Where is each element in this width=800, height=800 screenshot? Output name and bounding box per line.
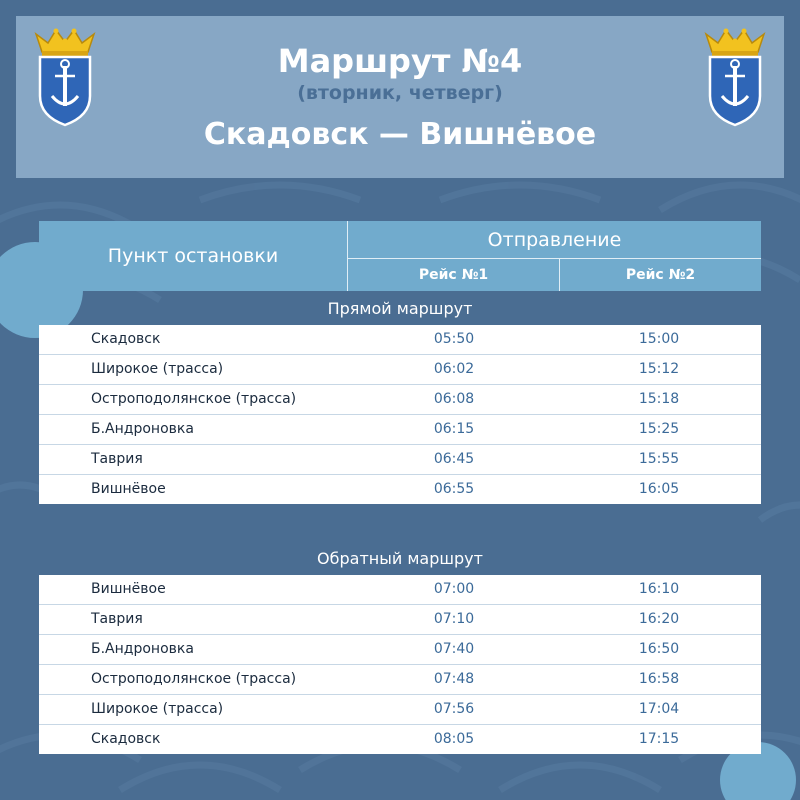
forward-rows (39, 325, 761, 504)
trip-2-time: 15:55 (638, 451, 680, 467)
table-row (39, 695, 761, 725)
backward-rows (39, 575, 761, 754)
stop-name: Скадовск (91, 331, 161, 347)
stop-name: Остроподолянское (трасса) (91, 671, 297, 687)
trip-1-time: 07:00 (433, 581, 475, 597)
stop-name: Скадовск (91, 731, 161, 747)
trip-2-time: 17:15 (638, 731, 680, 747)
section-title-forward: Прямой маршрут (327, 298, 473, 318)
trip-2-time: 16:05 (638, 481, 680, 497)
trip-1-time: 07:10 (433, 611, 475, 627)
trip-2-time: 15:00 (638, 331, 680, 347)
route-name: Скадовск — Вишнёвое (203, 117, 597, 152)
table-row (39, 415, 761, 445)
trip-2-time: 15:25 (638, 421, 680, 437)
table-row (39, 665, 761, 695)
stop-name: Б.Андроновка (91, 421, 194, 437)
table-header (39, 221, 761, 291)
trip-1-time: 07:40 (433, 641, 475, 657)
trip-2-time: 16:10 (638, 581, 680, 597)
column-header-trip-2: Рейс №2 (625, 267, 696, 283)
stop-name: Вишнёвое (91, 481, 166, 497)
trip-1-time: 06:15 (433, 421, 475, 437)
table-row (39, 635, 761, 665)
trip-2-time: 16:58 (638, 671, 680, 687)
trip-1-time: 07:48 (433, 671, 475, 687)
table-row (39, 605, 761, 635)
section-title-backward: Обратный маршрут (317, 548, 483, 568)
stop-name: Вишнёвое (91, 581, 166, 597)
trip-2-time: 15:12 (638, 361, 680, 377)
table-row (39, 385, 761, 415)
column-header-trip-1: Рейс №1 (348, 259, 560, 291)
column-header-stop: Пункт остановки (39, 221, 348, 291)
trip-1-time: 06:08 (433, 391, 475, 407)
trip-1-time: 06:55 (433, 481, 475, 497)
trip-1-time: 05:50 (433, 331, 475, 347)
route-title: Маршрут №4 (277, 42, 523, 80)
trip-1-time: 06:45 (433, 451, 475, 467)
table-row (39, 355, 761, 385)
stop-name: Б.Андроновка (91, 641, 194, 657)
route-days: (вторник, четверг) (297, 82, 503, 104)
table-row (39, 445, 761, 475)
trip-2-time: 17:04 (638, 701, 680, 717)
stop-name: Широкое (трасса) (91, 361, 224, 377)
trip-1-time: 08:05 (433, 731, 475, 747)
column-header-departure: Отправление (348, 221, 761, 259)
trip-1-time: 07:56 (433, 701, 475, 717)
trip-2-time: 16:20 (638, 611, 680, 627)
stop-name: Остроподолянское (трасса) (91, 391, 297, 407)
trip-1-time: 06:02 (433, 361, 475, 377)
table-row (39, 725, 761, 754)
trip-2-time: 15:18 (638, 391, 680, 407)
trip-2-time: 16:50 (638, 641, 680, 657)
stop-name: Широкое (трасса) (91, 701, 224, 717)
table-row (39, 575, 761, 605)
stop-name: Таврия (91, 611, 143, 627)
section-gap (39, 504, 761, 541)
table-row (39, 325, 761, 355)
stop-name: Таврия (91, 451, 143, 467)
schedule-table (39, 221, 761, 754)
table-row (39, 475, 761, 504)
